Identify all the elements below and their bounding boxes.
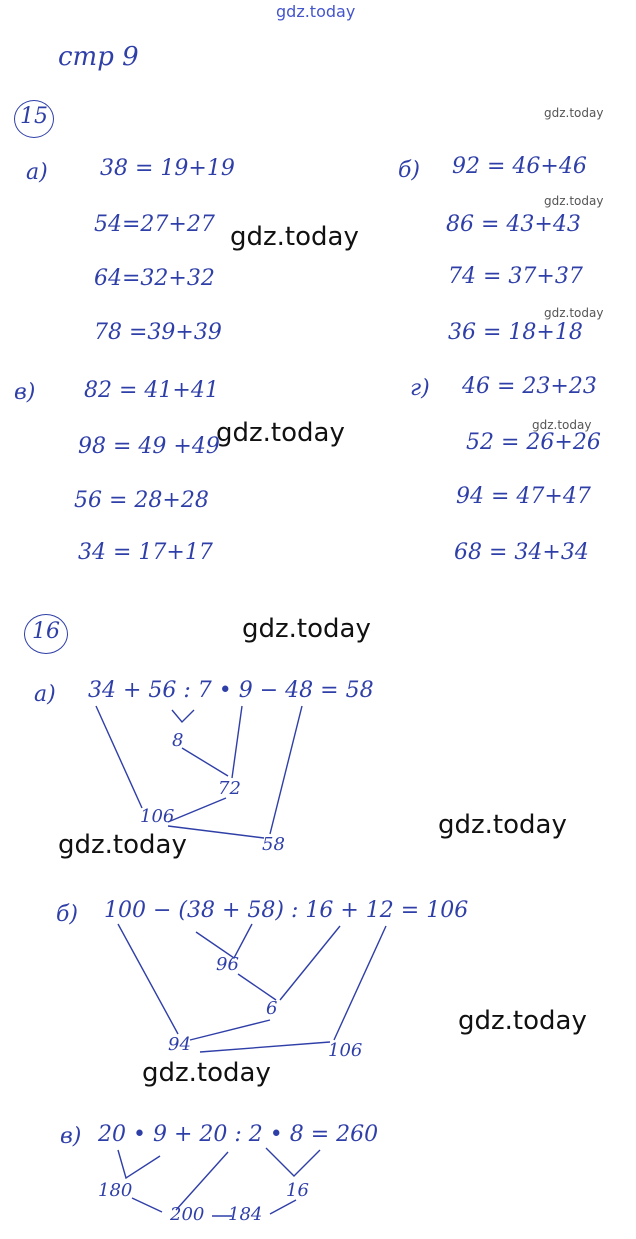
task16-b-step-4: 106 <box>328 1040 363 1061</box>
task15-a-line-3: 64=32+32 <box>94 266 215 291</box>
task16-a-line-3 <box>232 706 242 778</box>
task15-g-line-3: 94 = 47+47 <box>456 484 591 509</box>
watermark-small-3: gdz.today <box>544 306 604 320</box>
task16-v-line-3 <box>176 1152 228 1210</box>
watermark-large-2: gdz.today <box>216 418 345 448</box>
task16-a-step-4: 58 <box>262 834 285 855</box>
task15-b-line-1: 92 = 46+46 <box>452 154 587 179</box>
task15-a-label: а) <box>26 160 48 185</box>
task15-b-line-2: 86 = 43+43 <box>446 212 581 237</box>
task16-a-line-1 <box>172 710 194 722</box>
task16-v-line-1 <box>118 1150 160 1178</box>
task15-g-line-2: 52 = 26+26 <box>466 430 601 455</box>
watermark-large-4: gdz.today <box>58 830 187 860</box>
task16-number: 16 <box>32 619 60 644</box>
watermark-large-6: gdz.today <box>458 1006 587 1036</box>
task15-v-line-4: 34 = 17+17 <box>78 540 213 565</box>
task16-v-step-2: 16 <box>286 1180 309 1201</box>
task15-g-line-1: 46 = 23+23 <box>462 374 597 399</box>
task16-v-label: в) <box>60 1124 82 1149</box>
watermark-large-1: gdz.today <box>230 222 359 252</box>
task16-b-line-4 <box>118 924 178 1034</box>
task16-b-line-5 <box>190 1020 270 1040</box>
task16-b-line-1 <box>196 924 252 958</box>
task16-b-step-1: 96 <box>216 954 239 975</box>
task16-v-step-4: 184 <box>228 1204 263 1225</box>
task16-v-line-2 <box>266 1148 320 1176</box>
task16-a-line-7 <box>270 706 302 834</box>
task15-a-line-1: 38 = 19+19 <box>100 156 235 181</box>
task16-a-line-2 <box>182 748 228 776</box>
task16-a-step-3: 106 <box>140 806 175 827</box>
task15-number: 15 <box>20 104 48 129</box>
task16-b-expression: 100 − (38 + 58) : 16 + 12 = 106 <box>104 898 469 923</box>
task16-v-line-4 <box>132 1198 162 1212</box>
task16-v-expression: 20 • 9 + 20 : 2 • 8 = 260 <box>98 1122 379 1147</box>
task15-v-label: в) <box>14 380 36 405</box>
page-header: стр 9 <box>58 42 139 72</box>
task15-b-line-4: 36 = 18+18 <box>448 320 583 345</box>
watermark-small-2: gdz.today <box>544 194 604 208</box>
task16-a-expression: 34 + 56 : 7 • 9 − 48 = 58 <box>88 678 374 703</box>
task16-a-step-2: 72 <box>218 778 241 799</box>
task15-b-label: б) <box>398 158 421 183</box>
task15-g-label: г) <box>410 376 430 401</box>
watermark-small-1: gdz.today <box>544 106 604 120</box>
watermark-small-4: gdz.today <box>532 418 592 432</box>
task16-v-step-3: 200 <box>170 1204 205 1225</box>
task15-v-line-3: 56 = 28+28 <box>74 488 209 513</box>
watermark-large-5: gdz.today <box>438 810 567 840</box>
task15-a-line-2: 54=27+27 <box>94 212 215 237</box>
task16-a-line-5 <box>168 798 226 822</box>
task16-v-step-1: 180 <box>98 1180 133 1201</box>
task15-b-line-3: 74 = 37+37 <box>448 264 583 289</box>
task16-b-line-6 <box>200 1042 330 1052</box>
task16-b-line-3 <box>280 926 340 1000</box>
task16-a-line-6 <box>168 826 264 838</box>
task15-g-line-4: 68 = 34+34 <box>454 540 589 565</box>
task15-v-line-1: 82 = 41+41 <box>84 378 219 403</box>
task15-a-line-4: 78 =39+39 <box>94 320 222 345</box>
task16-a-line-4 <box>96 706 142 808</box>
task16-b-line-7 <box>334 926 386 1040</box>
watermark-large-3: gdz.today <box>242 614 371 644</box>
task15-v-line-2: 98 = 49 +49 <box>78 434 220 459</box>
task16-v-line-6 <box>270 1200 296 1214</box>
task16-b-label: б) <box>56 902 79 927</box>
task16-b-step-2: 6 <box>266 998 278 1019</box>
task16-a-step-1: 8 <box>172 730 184 751</box>
task16-b-line-2 <box>238 974 276 1000</box>
task16-a-label: а) <box>34 682 56 707</box>
task16-b-step-3: 94 <box>168 1034 191 1055</box>
watermark-top: gdz.today <box>276 2 356 21</box>
watermark-large-7: gdz.today <box>142 1058 271 1088</box>
